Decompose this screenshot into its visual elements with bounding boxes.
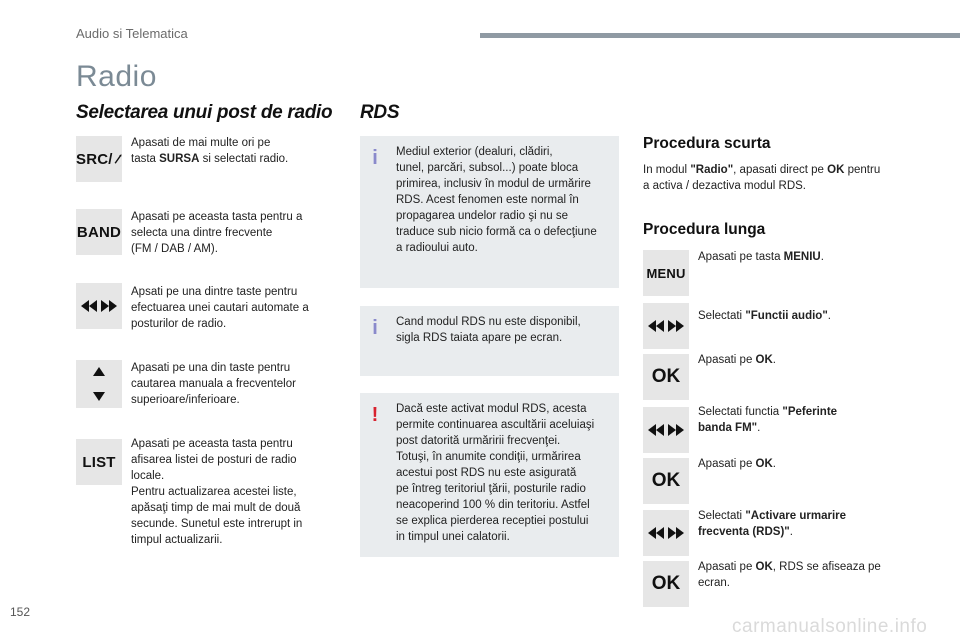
short-procedure-text: In modul "Radio", apasati direct pe OK pentru a activa / dezactiva modul RDS.: [643, 164, 881, 192]
warning-box-rds-tracking-text: Dacă este activat modul RDS, acesta permite continuarea ascultării aceluiaşi post datorită urmăririi frecvenţei. Totuşi, în anumite condiţii, urmărirea acestui post RDS nu este asigurată pe întreg teritoriul ţării, posturile radio neacoperind 100 % din teritoriu. Astfel se explica pierderea receptiei postului in timpul unei calatorii.: [396, 403, 595, 543]
list-key-icon: LIST: [76, 439, 122, 485]
item-text-manual: Apasati pe una din taste pentru cautarea manuala a frecventelor superioare/inferioare.: [131, 362, 296, 406]
ok-key-icon: OK: [643, 561, 689, 607]
step-text-menu: Apasati pe tasta MENIU.: [698, 251, 824, 263]
band-key-icon: BAND: [76, 209, 122, 255]
info-box-reception: [360, 136, 619, 288]
step-text-audio-functions: Selectati "Functii audio".: [698, 310, 831, 322]
item-text-src: Apasati de mai multe ori pe tasta SURSA si selectati radio.: [131, 137, 289, 165]
step-text-ok-1: Apasati pe OK.: [698, 354, 776, 366]
item-text-band: Apasati pe aceasta tasta pentru a selecta una dintre frecvente (FM / DAB / AM).: [131, 211, 303, 255]
step-text-fm-preferences: Selectati functia "Peferinte banda FM".: [698, 406, 838, 434]
seek-arrows-icon: [643, 407, 689, 453]
step-text-rds-tracking: Selectati "Activare urmarire frecventa (RDS)".: [698, 510, 847, 538]
item-text-list: Apasati pe aceasta tasta pentru afisarea listei de posturi de radio locale. Pentru actualizarea acestei liste, apăsaţi timp de mai mult de două secunde. Sunetul este intrerupt in timpul actualizarii.: [131, 438, 303, 546]
seek-arrows-icon: [643, 303, 689, 349]
item-text-seek: Apsati pe una dintre taste pentru efectuarea unei cautari automate a posturilor de radio.: [131, 286, 309, 330]
heading-long-procedure: Procedura lunga: [643, 221, 766, 238]
info-box-rds-unavailable-text: Cand modul RDS nu este disponibil, sigla RDS taiata apare pe ecran.: [396, 316, 581, 344]
info-icon: i: [372, 147, 378, 169]
seek-arrows-icon: [643, 510, 689, 556]
warning-box-rds-tracking: [360, 393, 619, 557]
ok-key-icon: OK: [643, 354, 689, 400]
header-bar: [480, 33, 960, 38]
heading-rds: RDS: [360, 102, 400, 123]
heading-station-selection: Selectarea unui post de radio: [76, 102, 333, 123]
warning-icon: !: [371, 404, 379, 426]
page-number: 152: [10, 605, 31, 619]
step-text-ok-2: Apasati pe OK.: [698, 458, 776, 470]
ok-key-icon: OK: [643, 458, 689, 504]
heading-short-procedure: Procedura scurta: [643, 135, 771, 152]
info-box-rds-unavailable: [360, 306, 619, 376]
src-key-icon: SRC/: [76, 136, 122, 182]
menu-key-icon: MENU: [643, 250, 689, 296]
watermark: carmanualsonline.info: [732, 616, 928, 637]
info-icon: i: [372, 317, 378, 339]
step-text-ok-3: Apasati pe OK, RDS se afiseaza pe ecran.: [698, 561, 881, 589]
info-box-reception-text: Mediul exterior (dealuri, clădiri, tunel, parcări, subsol...) poate bloca primirea, inclusiv în modul de urmărire RDS. Acest fenomen este normal în propagarea undelor radio şi nu se traduce sub nicio formă ca o defecţiune a radioului auto.: [396, 146, 597, 254]
up-down-arrows-icon: [76, 360, 122, 408]
page-title: Radio: [76, 60, 157, 93]
seek-arrows-icon: [76, 283, 122, 329]
section-header: Audio si Telematica: [76, 26, 188, 41]
